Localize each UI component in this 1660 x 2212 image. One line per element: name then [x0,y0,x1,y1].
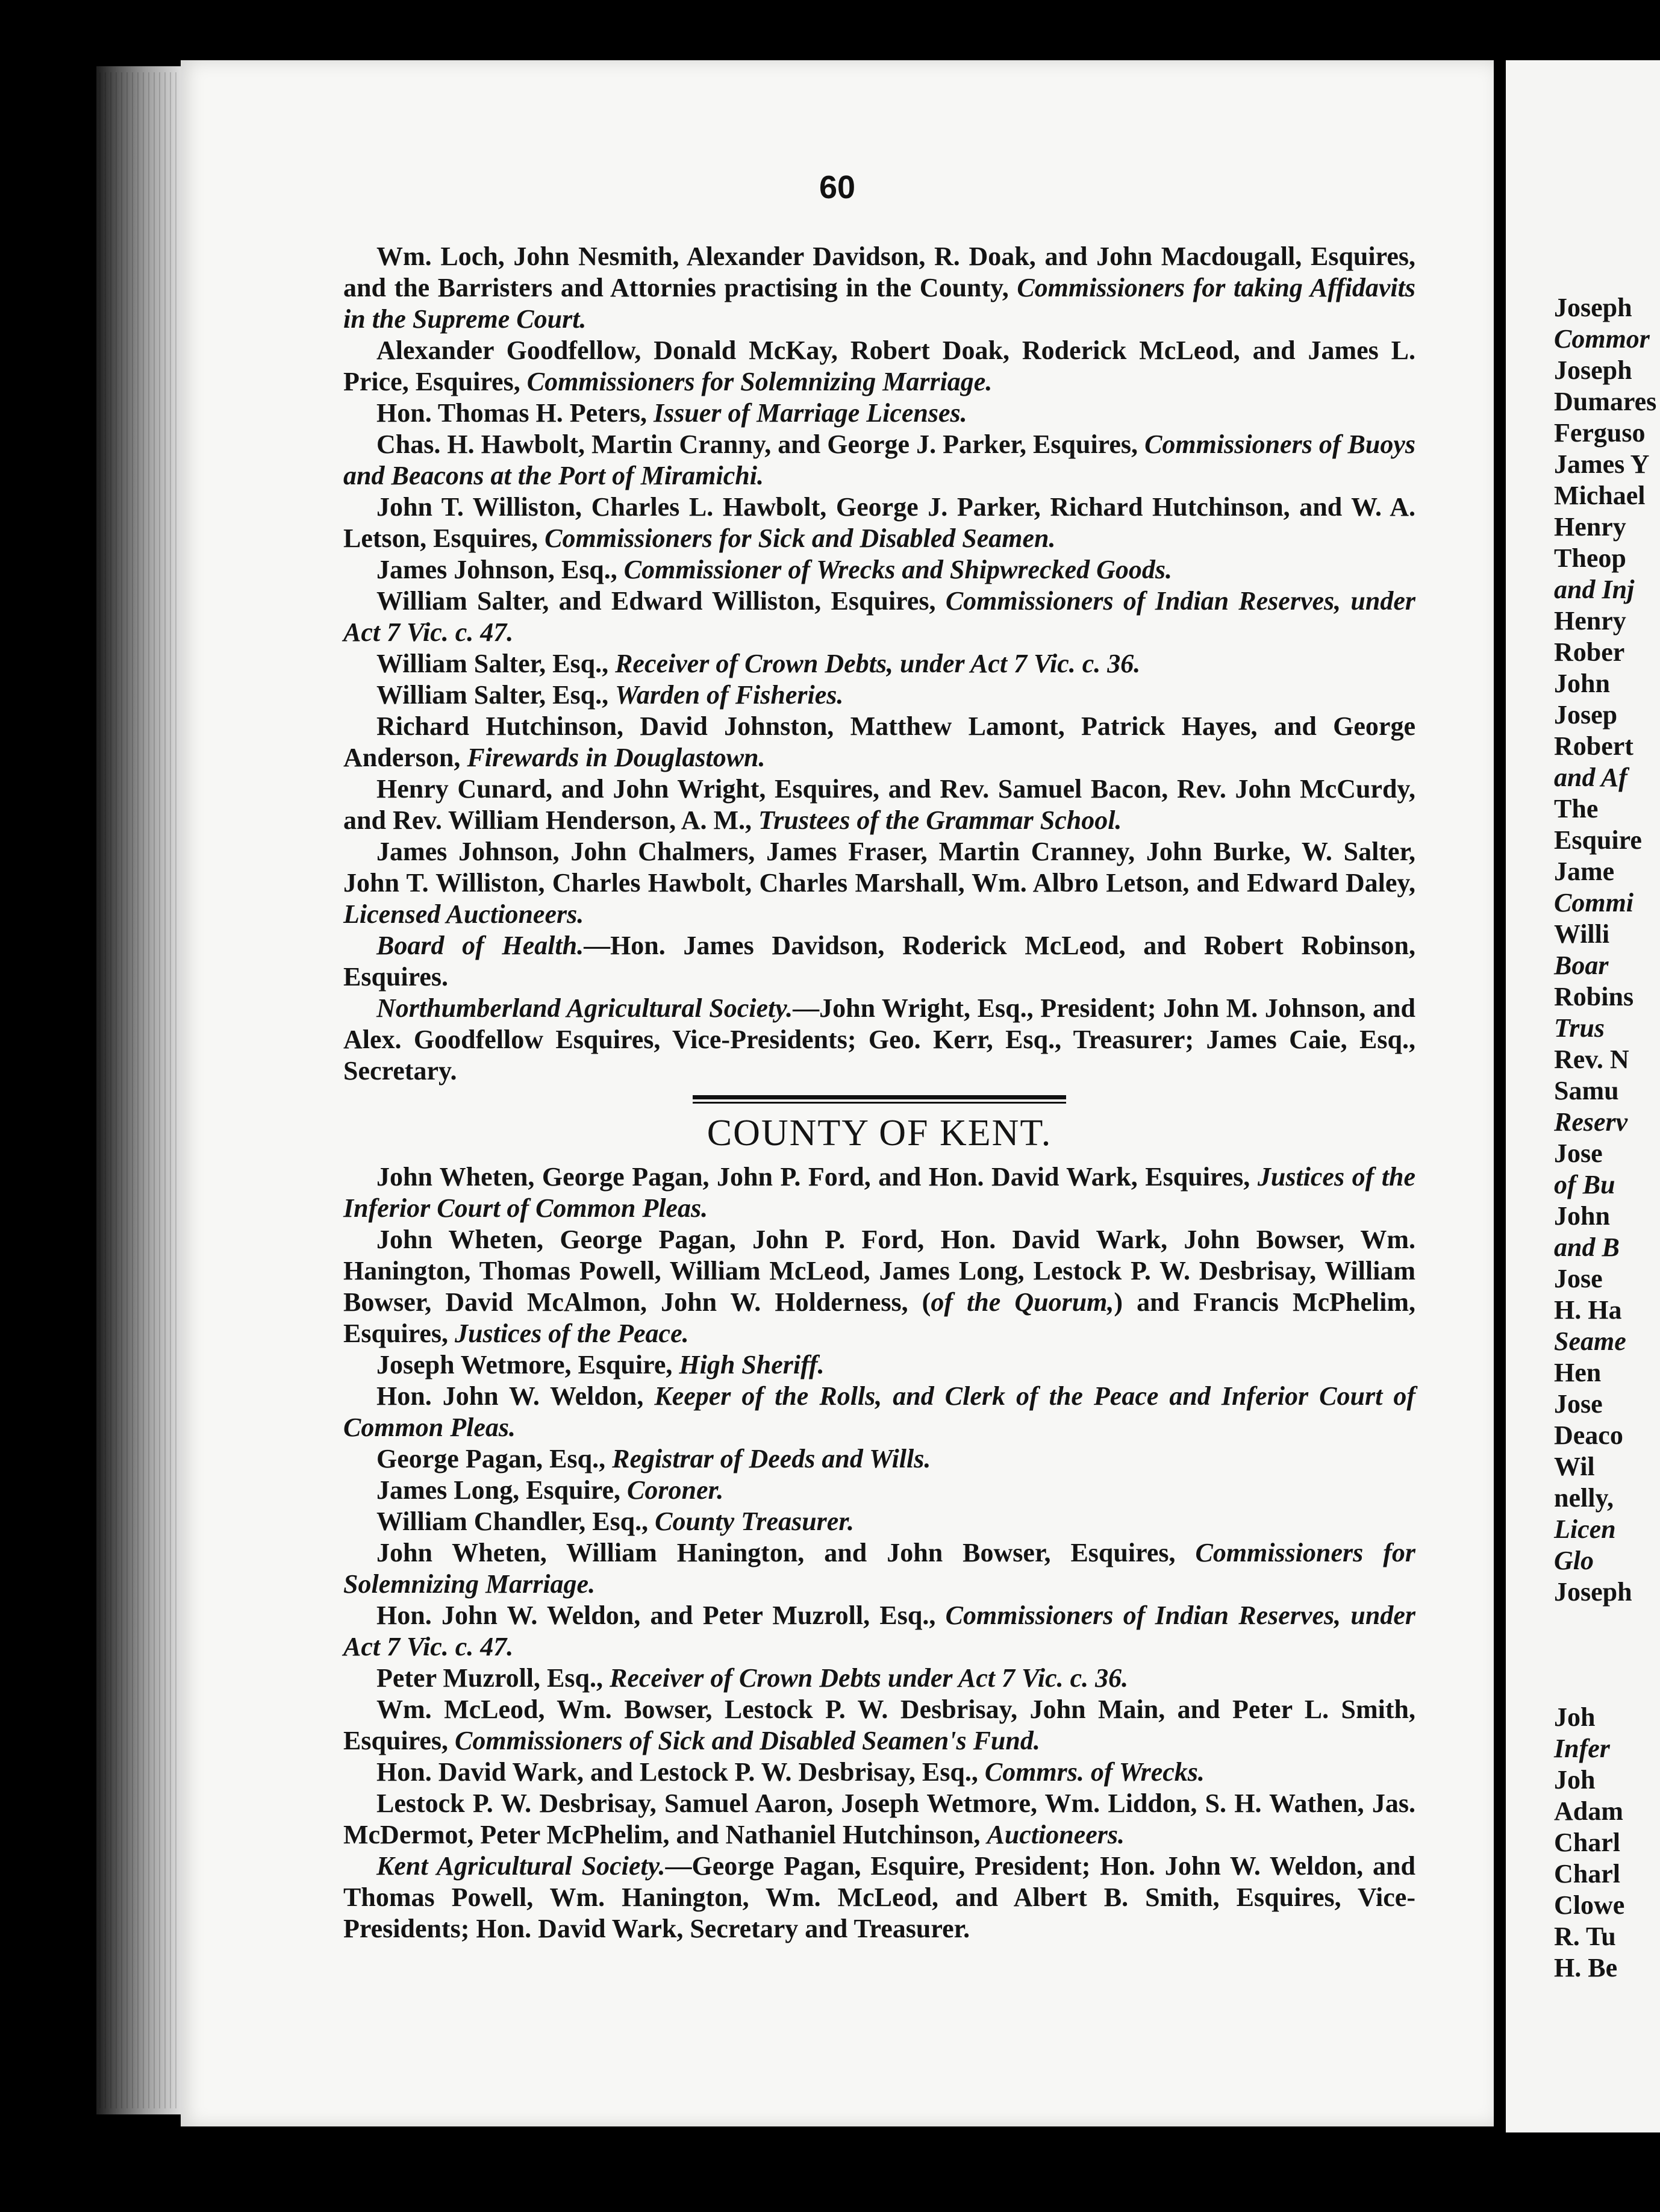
right-page-line [1554,386,1656,417]
right-page-line [1554,825,1656,856]
line-fragment: Joseph [1554,293,1632,322]
italic-text: Kent Agricultural Society. [376,1851,666,1881]
line-fragment: R. Tu [1554,1922,1616,1951]
right-page-line [1554,1858,1656,1890]
italic-text: Commissioners for taking Affidavits in the Supreme Court. [343,273,1416,334]
italic-text: Issuer of Marriage Licenses. [653,398,967,428]
italic-text: Justices of the Inferior Court of Common Pleas. [343,1162,1415,1223]
line-fragment: and B [1554,1233,1620,1262]
line-fragment: Seame [1554,1326,1626,1356]
section-divider [693,1095,1066,1104]
right-page-line [1554,1075,1656,1107]
entry-paragraph [343,429,1415,492]
line-fragment: Robert [1554,731,1633,761]
plain-text: —Hon. James Davidson, Roderick McLeod, and Robert Robinson, Esquires. [343,931,1415,992]
plain-text: William Salter, Esq., [376,649,616,678]
entry-paragraph [343,773,1415,836]
plain-text: Hon. John W. Weldon, [376,1381,655,1411]
italic-text: Commissioners of Buoys and Beacons at the Port of Miramichi. [343,430,1415,490]
line-fragment: James Y [1554,449,1650,479]
line-fragment: H. Be [1554,1953,1618,1982]
line-fragment: Ferguso [1554,418,1646,448]
entry-paragraph [343,648,1415,680]
italic-text: Board of Health. [376,931,584,960]
entry-paragraph [343,1349,1415,1381]
line-fragment: Michael [1554,481,1646,510]
right-page-line [1554,981,1656,1013]
entry-paragraph [343,1757,1415,1788]
italic-text: Commissioners of Sick and Disabled Seamen's Fund. [455,1726,1040,1755]
right-page-line [1554,1389,1656,1420]
plain-text: John Wheten, George Pagan, John P. Ford, Hon. David Wark, John Bowser, Wm. Hanington, Thomas Powell, William McLeod, James Long, Lestock P. W. Desbrisay, William Bowser, David McAlmon, John W. Holderness, ( [343,1225,1415,1317]
plain-text: Henry Cunard, and John Wright, Esquires, and Rev. Samuel Bacon, Rev. John McCurdy, and Rev. William Henderson, A. M., [343,774,1415,835]
line-fragment: Licen [1554,1514,1616,1544]
italic-text: Receiver of Crown Debts under Act 7 Vic. c. 36. [609,1663,1129,1693]
entry-paragraph [343,335,1415,398]
italic-text: Coroner. [627,1475,724,1505]
line-fragment: Samu [1554,1076,1619,1105]
line-fragment: Charl [1554,1828,1620,1857]
line-fragment: nelly, [1554,1483,1614,1513]
right-page-line [1554,1670,1656,1702]
italic-text: Commissioners of Indian Reserves, under Act 7 Vic. c. 47. [343,1601,1415,1661]
line-fragment: Boar [1554,951,1609,980]
right-page-line [1554,1201,1656,1232]
entry-paragraph [343,711,1415,773]
entry-paragraph [343,1694,1415,1757]
line-fragment: Joseph [1554,355,1632,385]
right-page-line [1554,731,1656,762]
entry-paragraph [343,554,1415,586]
plain-text: ) and Francis McPhelim, Esquires, [343,1287,1415,1348]
plain-text: —George Pagan, Esquire, President; Hon. John W. Weldon, and Thomas Powell, Wm. Hanington, Wm. McLeod, and Albert B. Smith, Esquires, Vice-Presidents; Hon. David Wark, Secretary and Treasurer. [343,1851,1415,1943]
line-fragment: Wil [1554,1452,1595,1481]
plain-text: Chas. H. Hawbolt, Martin Cranny, and George J. Parker, Esquires, [376,430,1145,459]
italic-text: Commissioners for Sick and Disabled Seamen. [544,523,1056,553]
right-page-line [1554,1263,1656,1295]
line-fragment: Commor [1554,324,1650,354]
line-fragment: Joh [1554,1765,1596,1795]
line-fragment: Josep [1554,700,1618,730]
right-page-lines [1554,292,1656,1984]
right-page-line [1554,950,1656,981]
right-page-line [1554,323,1656,355]
plain-text: John Wheten, William Hanington, and John Bowser, Esquires, [376,1538,1196,1567]
right-page-line [1554,605,1656,637]
entry-paragraph [343,1443,1415,1475]
italic-text: Northumberland Agricultural Society. [376,993,793,1023]
right-page-line [1554,1107,1656,1138]
line-fragment: of Bu [1554,1170,1615,1199]
right-page-line [1554,1608,1656,1639]
line-fragment: Robins [1554,982,1634,1011]
italic-text: Warden of Fisheries. [615,680,844,710]
entry-paragraph [343,1600,1415,1663]
entry-paragraph [343,1381,1415,1443]
entry-paragraph [343,398,1415,429]
italic-text: Justices of the Peace. [455,1319,689,1348]
line-fragment: Joseph [1554,1577,1632,1607]
line-fragment: Willi [1554,919,1610,949]
right-page-line [1554,1044,1656,1075]
line-fragment: Deaco [1554,1420,1623,1450]
right-page-line [1554,1733,1656,1764]
plain-text: Richard Hutchinson, David Johnston, Matthew Lamont, Patrick Hayes, and George Anderson, [343,711,1415,772]
line-fragment: Adam [1554,1796,1623,1826]
right-page-line [1554,1796,1656,1827]
plain-text: James Johnson, John Chalmers, James Fraser, Martin Cranney, John Burke, W. Salter, John T. Williston, Charles Hawbolt, Charles Marshall, Wm. Albro Letson, and Edward Daley, [343,837,1415,898]
line-fragment: Hen [1554,1358,1602,1387]
right-page-line [1554,1702,1656,1733]
line-fragment: Clowe [1554,1890,1625,1920]
right-page-line [1554,574,1656,605]
line-fragment: Theop [1554,543,1626,573]
plain-text: James Long, Esquire, [376,1475,628,1505]
entry-paragraph [343,930,1415,993]
right-page-line [1554,919,1656,950]
entry-paragraph [343,1161,1415,1224]
plain-text: John T. Williston, Charles L. Hawbolt, George J. Parker, Richard Hutchinson, and W. A. Letson, Esquires, [343,492,1415,553]
plain-text: George Pagan, Esq., [376,1444,613,1473]
plain-text: Joseph Wetmore, Esquire, [376,1350,679,1379]
plain-text: John Wheten, George Pagan, John P. Ford, and Hon. David Wark, Esquires, [376,1162,1258,1192]
entry-paragraph [343,993,1415,1087]
right-page-line [1554,511,1656,543]
right-page-line [1554,1545,1656,1576]
plain-text: Wm. McLeod, Wm. Bowser, Lestock P. W. Desbrisay, John Main, and Peter L. Smith, Esquires, [343,1695,1415,1755]
entry-paragraph [343,1224,1415,1349]
line-fragment: Charl [1554,1859,1620,1889]
right-page-fragment [1506,60,1660,2132]
left-page [181,60,1494,2126]
italic-text: Registrar of Deeds and Wills. [612,1444,931,1473]
plain-text: —John Wright, Esq., President; John M. Johnson, and Alex. Goodfellow Esquires, Vice-Presidents; Geo. Kerr, Esq., Treasurer; James Caie, Esq., Secretary. [343,993,1415,1086]
right-page-line [1554,1451,1656,1482]
line-fragment: Henry [1554,512,1626,542]
entry-paragraph [343,1475,1415,1506]
line-fragment: H. Ha [1554,1295,1622,1325]
entry-paragraph [343,492,1415,554]
right-page-line [1554,1576,1656,1608]
right-page-line [1554,1482,1656,1514]
right-page-line [1554,1764,1656,1796]
italic-text: Keeper of the Rolls, and Clerk of the Peace and Inferior Court of Common Pleas. [343,1381,1415,1442]
right-page-line [1554,1639,1656,1670]
entry-paragraph [343,1851,1415,1945]
entry-paragraph [343,1537,1415,1600]
italic-text: Receiver of Crown Debts, under Act 7 Vic. c. 36. [615,649,1141,678]
right-page-line [1554,1514,1656,1545]
line-fragment: Jose [1554,1389,1603,1419]
right-page-line [1554,480,1656,511]
right-page-line [1554,1890,1656,1921]
right-page-line [1554,762,1656,793]
italic-text: Firewards in Douglastown. [467,743,766,772]
plain-text: Hon. Thomas H. Peters, [376,398,654,428]
entry-paragraph [343,1788,1415,1851]
entry-paragraph [343,836,1415,930]
line-fragment: Glo [1554,1546,1594,1575]
line-fragment: Dumares [1554,387,1657,416]
italic-text: Commissioners for Solemnizing Marriage. [343,1538,1416,1599]
plain-text: William Chandler, Esq., [376,1507,655,1536]
line-fragment: and Inj [1554,575,1635,604]
italic-text: Trustees of the Grammar School. [758,805,1122,835]
italic-text: Auctioneers. [987,1820,1125,1849]
plain-text: William Salter, Esq., [376,680,616,710]
plain-text: Hon. David Wark, and Lestock P. W. Desbrisay, Esq., [376,1757,985,1787]
line-fragment: Jame [1554,857,1615,886]
italic-text: Commissioner of Wrecks and Shipwrecked Goods. [623,555,1173,584]
right-page-line [1554,1138,1656,1169]
line-fragment: John [1554,669,1610,698]
paragraphs-after [343,1161,1415,1945]
line-fragment: Joh [1554,1702,1596,1732]
line-fragment: Infer [1554,1734,1610,1763]
line-fragment: The [1554,794,1599,823]
right-page-line [1554,887,1656,919]
line-fragment: Rober [1554,637,1625,667]
line-fragment: Rev. N [1554,1045,1629,1074]
right-page-line [1554,668,1656,699]
right-page-line [1554,1326,1656,1357]
page-edges [99,72,178,2108]
plain-text: Hon. John W. Weldon, and Peter Muzroll, Esq., [376,1601,946,1630]
right-page-line [1554,417,1656,449]
right-page-line [1554,1169,1656,1201]
right-page-line [1554,1295,1656,1326]
right-page-line [1554,793,1656,825]
right-page-line [1554,1232,1656,1263]
italic-text: Licensed Auctioneers. [343,899,584,929]
italic-text: Commissioners of Indian Reserves, under Act 7 Vic. c. 47. [343,586,1415,647]
page-content [343,241,1415,1945]
entry-paragraph [343,680,1415,711]
right-page-line [1554,1357,1656,1389]
paragraphs-before [343,241,1415,1087]
right-page-line [1554,1013,1656,1044]
line-fragment: Jose [1554,1264,1603,1293]
plain-text: Lestock P. W. Desbrisay, Samuel Aaron, Joseph Wetmore, Wm. Liddon, S. H. Wathen, Jas. McDermot, Peter McPhelim, and Nathaniel Hutchinson, [343,1789,1415,1849]
line-fragment: Trus [1554,1013,1605,1043]
right-page-line [1554,449,1656,480]
entry-paragraph [343,1506,1415,1537]
right-page-line [1554,637,1656,668]
italic-text: of the Quorum, [931,1287,1114,1317]
right-page-line [1554,292,1656,323]
entry-paragraph [343,586,1415,648]
italic-text: County Treasurer. [655,1507,855,1536]
right-page-line [1554,543,1656,574]
line-fragment: and Af [1554,763,1627,792]
line-fragment: Henry [1554,606,1626,636]
italic-text: Commrs. of Wrecks. [984,1757,1205,1787]
line-fragment: Reserv [1554,1107,1628,1137]
italic-text: High Sheriff. [679,1350,825,1379]
plain-text: William Salter, and Edward Williston, Esquires, [376,586,946,616]
line-fragment: Jose [1554,1139,1603,1168]
entry-paragraph [343,241,1415,335]
plain-text: Alexander Goodfellow, Donald McKay, Robert Doak, Roderick McLeod, and James L. Price, Esquires, [343,336,1415,396]
right-page-line [1554,856,1656,887]
plain-text: James Johnson, Esq., [376,555,624,584]
right-page-line [1554,1420,1656,1451]
right-page-line [1554,1827,1656,1858]
page-number: 60 [819,169,856,205]
right-page-line [1554,355,1656,386]
gutter [1494,60,1506,2132]
entry-paragraph [343,1663,1415,1694]
line-fragment: Commi [1554,888,1634,917]
line-fragment: John [1554,1201,1610,1231]
section-title: COUNTY OF KENT. [707,1113,1052,1154]
plain-text: Wm. Loch, John Nesmith, Alexander Davidson, R. Doak, and John Macdougall, Esquires, and the Barristers and Attornies practising in the County, [343,242,1415,302]
right-page-line [1554,1952,1656,1984]
italic-text: Commissioners for Solemnizing Marriage. [526,367,993,396]
plain-text: Peter Muzroll, Esq., [376,1663,610,1693]
right-page-line [1554,699,1656,731]
right-page-line [1554,1921,1656,1952]
line-fragment: Esquire [1554,825,1642,855]
